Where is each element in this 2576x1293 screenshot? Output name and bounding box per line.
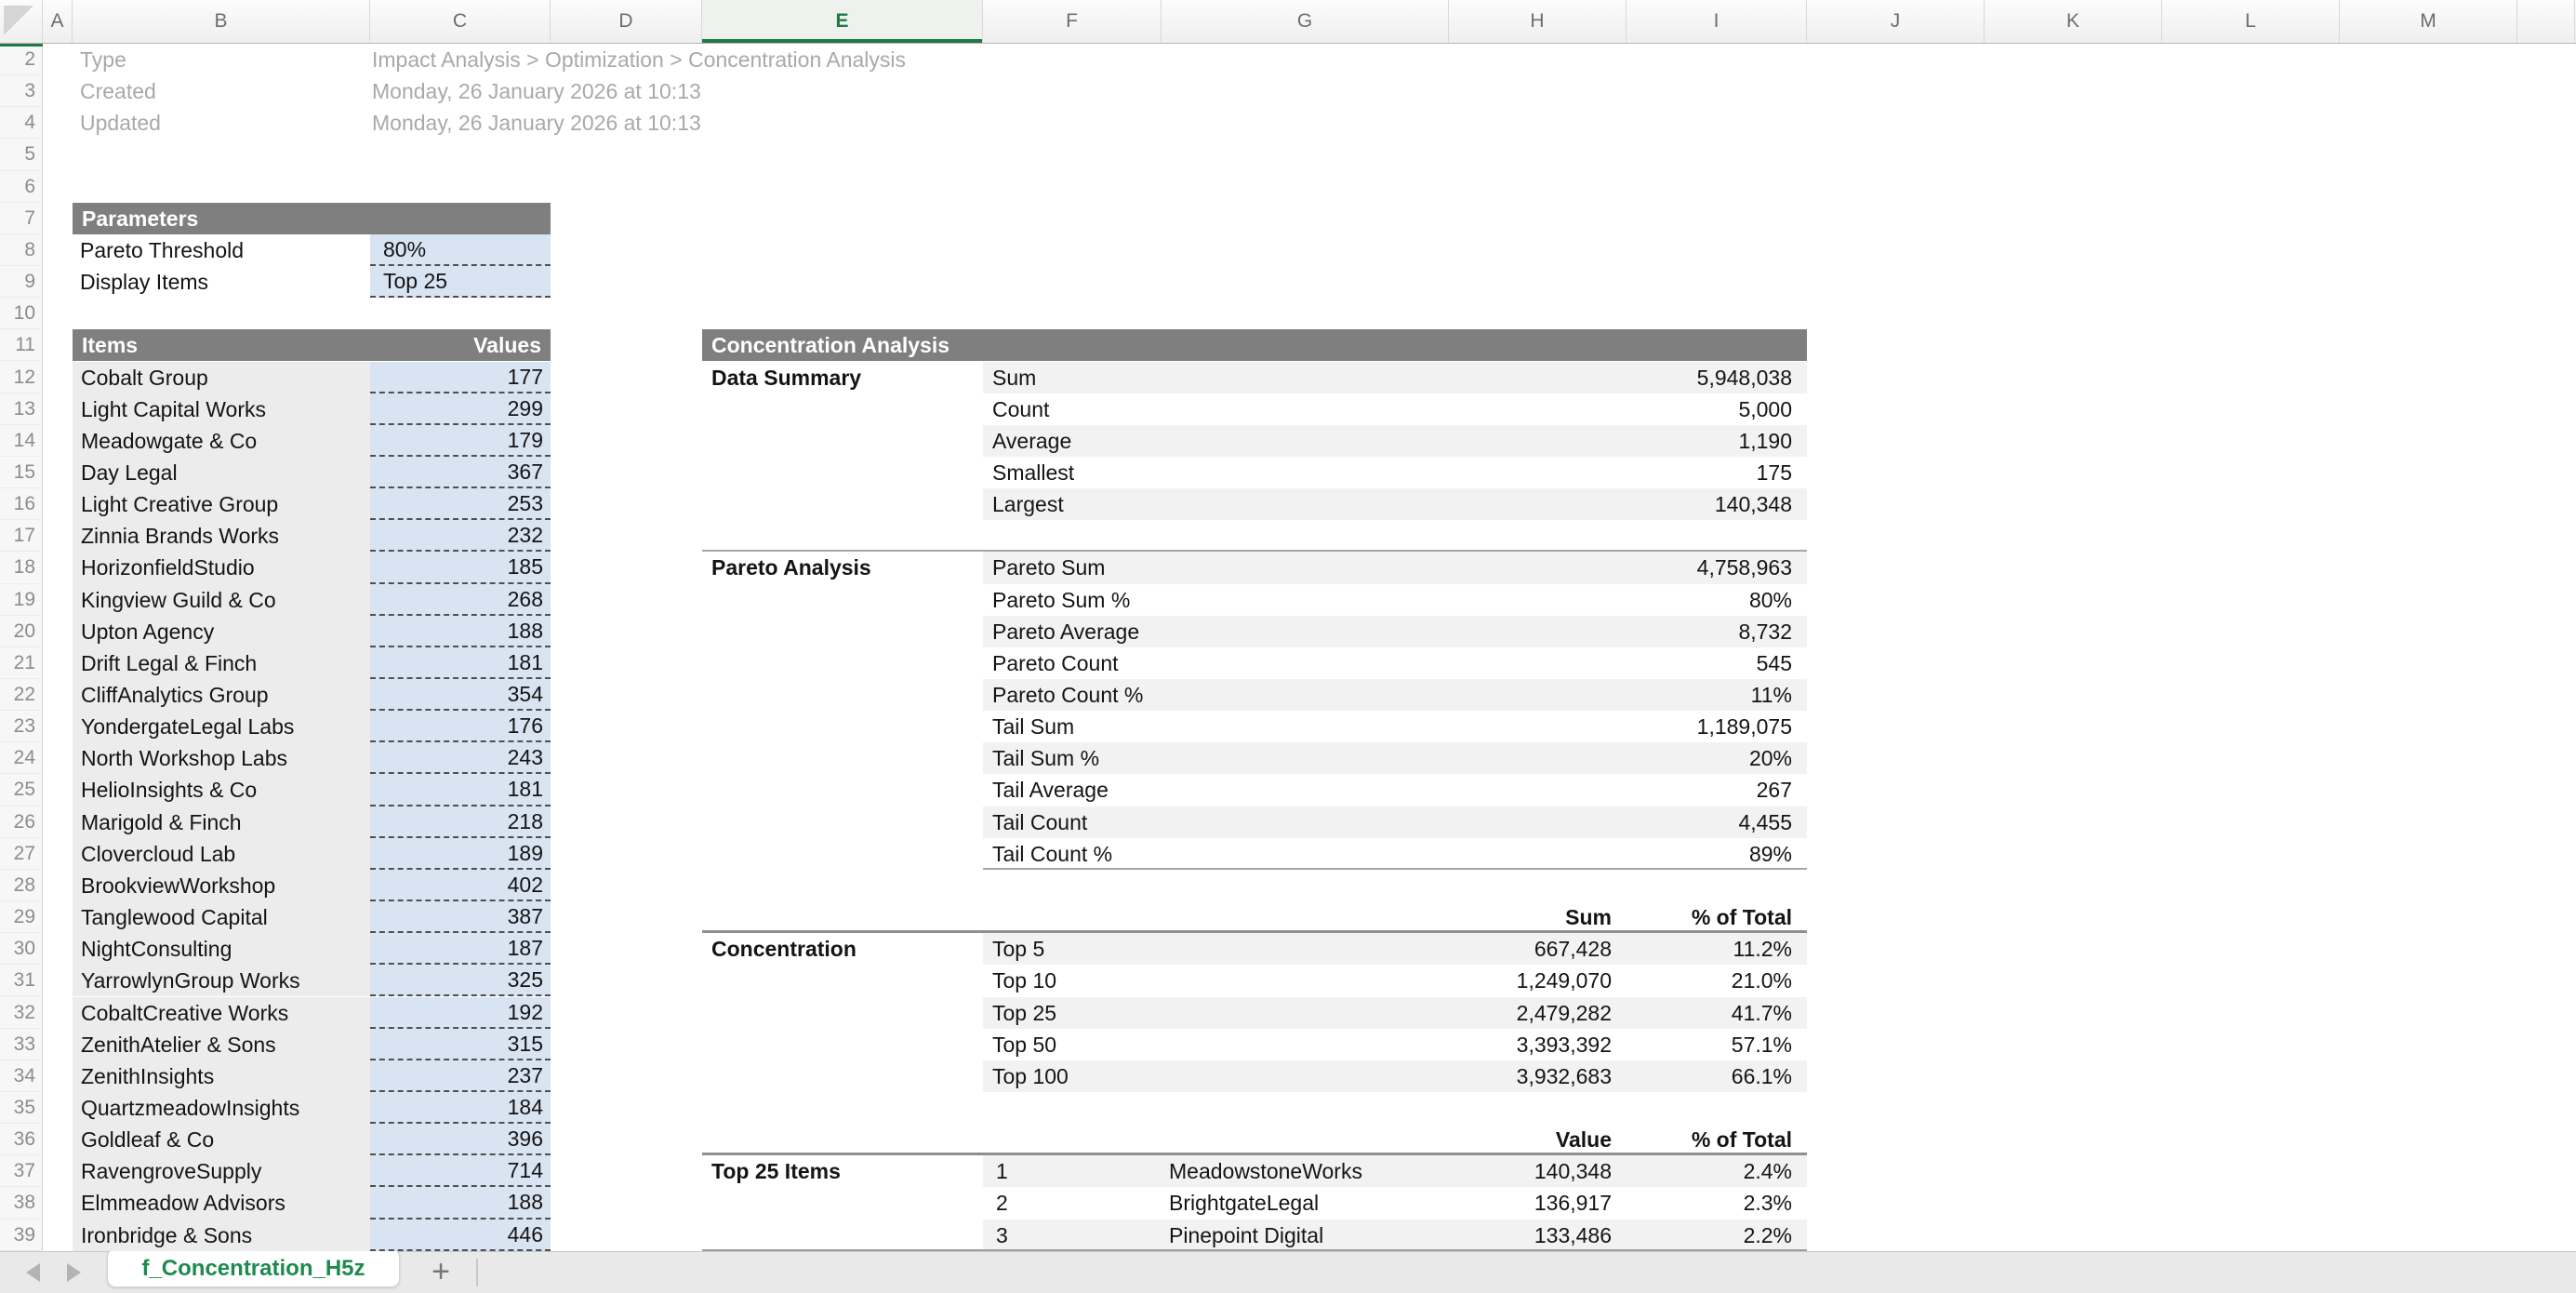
cell-parameter-value[interactable]: Top 25 bbox=[370, 266, 551, 298]
cell-meta-label[interactable]: Updated bbox=[80, 111, 161, 136]
cell-item-name[interactable]: HorizonfieldStudio bbox=[73, 552, 370, 583]
cell-metric-label[interactable]: Tail Count bbox=[992, 809, 1088, 834]
column-header-E[interactable]: E bbox=[702, 0, 983, 43]
row-header-27[interactable]: 27 bbox=[0, 838, 43, 870]
cell-metric-label[interactable]: Largest bbox=[992, 492, 1064, 517]
cell-value[interactable]: 2.3% bbox=[1743, 1191, 1792, 1216]
cell-metric-label[interactable]: Pareto Count bbox=[992, 650, 1119, 675]
cell-value[interactable]: 89% bbox=[1748, 841, 1792, 866]
cell-metric-label[interactable]: Top 50 bbox=[992, 1032, 1057, 1057]
row-header-30[interactable]: 30 bbox=[0, 933, 43, 965]
section-divider bbox=[702, 550, 1807, 552]
column-header-stub bbox=[2517, 0, 2575, 43]
cell-metric-label[interactable]: Pareto Sum bbox=[992, 555, 1106, 580]
cell-item-value[interactable]: 243 bbox=[370, 742, 551, 774]
items-header-label: Items bbox=[82, 333, 139, 358]
cell-item-name[interactable]: NightConsulting bbox=[73, 933, 370, 965]
cell-item-value[interactable]: 176 bbox=[370, 711, 551, 742]
row-header-18[interactable]: 18 bbox=[0, 552, 43, 583]
cell-item-name[interactable]: Meadowgate & Co bbox=[73, 425, 370, 457]
row-header-21[interactable]: 21 bbox=[0, 647, 43, 679]
cell-meta-value[interactable]: Impact Analysis > Optimization > Concentration Analysis bbox=[372, 47, 907, 72]
row-header-32[interactable]: 32 bbox=[0, 997, 43, 1029]
cell-section-label[interactable]: Concentration bbox=[711, 937, 856, 962]
cell-item-name[interactable]: Day Legal bbox=[73, 457, 370, 488]
cell-metric-label[interactable]: Top 25 bbox=[992, 1000, 1057, 1025]
cell-metric-label[interactable]: Tail Count % bbox=[992, 841, 1113, 866]
cell-item-value[interactable]: 396 bbox=[370, 1124, 551, 1155]
column-header-F[interactable]: F bbox=[983, 0, 1162, 43]
row-header-17[interactable]: 17 bbox=[0, 520, 43, 552]
cell-item-name[interactable]: Light Capital Works bbox=[73, 393, 370, 425]
add-sheet-button[interactable]: + bbox=[432, 1254, 450, 1289]
cell-value[interactable]: 41.7% bbox=[1731, 1000, 1792, 1025]
cell-item-name[interactable]: RavengroveSupply bbox=[73, 1155, 370, 1187]
cell-item-value[interactable]: 402 bbox=[370, 870, 551, 901]
column-header-G[interactable]: G bbox=[1162, 0, 1449, 43]
cell-metric-label[interactable]: Tail Sum bbox=[992, 714, 1075, 740]
cell-value[interactable]: 2.4% bbox=[1743, 1159, 1792, 1184]
cell-item-name[interactable]: YondergateLegal Labs bbox=[73, 711, 370, 742]
row-header-14[interactable]: 14 bbox=[0, 425, 43, 457]
cell-value[interactable]: 1,190 bbox=[1738, 428, 1792, 453]
cell-item-name[interactable]: CobaltCreative Works bbox=[73, 997, 370, 1029]
cell-value[interactable]: Sum bbox=[1565, 905, 1612, 930]
column-header-row bbox=[0, 0, 2576, 44]
cell-item-name[interactable]: Drift Legal & Finch bbox=[73, 647, 370, 679]
cell-value[interactable]: 8,732 bbox=[1738, 619, 1792, 644]
cell-value[interactable]: 66.1% bbox=[1731, 1063, 1792, 1088]
cell-value[interactable]: 2,479,282 bbox=[1516, 1000, 1612, 1025]
cell-item-name[interactable]: ZenithInsights bbox=[73, 1060, 370, 1092]
cell-parameter-label[interactable]: Pareto Threshold bbox=[80, 237, 245, 262]
cell-item-value[interactable]: 181 bbox=[370, 774, 551, 806]
column-header-K[interactable]: K bbox=[1985, 0, 2162, 43]
column-header-B[interactable]: B bbox=[73, 0, 370, 43]
cell-value[interactable]: 11% bbox=[1750, 683, 1792, 707]
row-header-20[interactable]: 20 bbox=[0, 616, 43, 647]
cell-value[interactable]: 545 bbox=[1756, 650, 1792, 675]
cell-item-value[interactable]: 179 bbox=[370, 425, 551, 457]
column-header-D[interactable]: D bbox=[551, 0, 702, 43]
column-header-A[interactable]: A bbox=[43, 0, 73, 43]
cell-item-name[interactable]: Clovercloud Lab bbox=[73, 838, 370, 870]
cell-meta-value[interactable]: Monday, 26 January 2026 at 10:13 bbox=[372, 111, 701, 136]
cell-item-name[interactable]: BrookviewWorkshop bbox=[73, 870, 370, 901]
select-all-corner[interactable] bbox=[0, 0, 43, 43]
cell-metric-label[interactable]: Average bbox=[992, 428, 1072, 453]
cell-value[interactable]: Value bbox=[1555, 1127, 1612, 1153]
cell-value[interactable]: 140,348 bbox=[1714, 492, 1792, 517]
row-header-33[interactable]: 33 bbox=[0, 1029, 43, 1060]
analysis-title-bar: Concentration Analysis bbox=[702, 329, 1807, 361]
cell-item-name[interactable]: Goldleaf & Co bbox=[73, 1124, 370, 1155]
cell-value[interactable]: 140,348 bbox=[1534, 1159, 1612, 1184]
row-header-13[interactable]: 13 bbox=[0, 393, 43, 425]
cell-value[interactable]: 80% bbox=[1748, 587, 1792, 612]
cell-item-value[interactable]: 192 bbox=[370, 997, 551, 1029]
cell-value[interactable]: 57.1% bbox=[1731, 1032, 1792, 1057]
cell-value[interactable]: 667,428 bbox=[1534, 937, 1612, 962]
row-header-35[interactable]: 35 bbox=[0, 1092, 43, 1124]
row-header-26[interactable]: 26 bbox=[0, 806, 43, 838]
cell-item-value[interactable]: 188 bbox=[370, 1187, 551, 1219]
cell-item-value[interactable]: 218 bbox=[370, 806, 551, 838]
cell-value[interactable]: % of Total bbox=[1691, 1127, 1792, 1153]
column-header-H[interactable]: H bbox=[1449, 0, 1627, 43]
column-header-L[interactable]: L bbox=[2162, 0, 2340, 43]
row-header-12[interactable]: 12 bbox=[0, 362, 43, 393]
row-header-23[interactable]: 23 bbox=[0, 711, 43, 742]
cell-item-value[interactable]: 188 bbox=[370, 616, 551, 647]
cell-value[interactable]: % of Total bbox=[1691, 905, 1792, 930]
cell-metric-label[interactable]: Tail Sum % bbox=[992, 746, 1100, 771]
cell-item-value[interactable]: 253 bbox=[370, 488, 551, 520]
row-header-24[interactable]: 24 bbox=[0, 742, 43, 774]
cell-item-name[interactable]: HelioInsights & Co bbox=[73, 774, 370, 806]
cell-item-name[interactable]: Cobalt Group bbox=[73, 362, 370, 393]
cell-value[interactable]: 1,189,075 bbox=[1696, 714, 1792, 740]
next-sheet-arrow-icon[interactable] bbox=[67, 1263, 81, 1282]
row-header-31[interactable]: 31 bbox=[0, 965, 43, 996]
row-header-16[interactable]: 16 bbox=[0, 488, 43, 520]
cell-value[interactable]: 3,393,392 bbox=[1516, 1032, 1612, 1057]
cell-rank[interactable]: 1 bbox=[996, 1159, 1008, 1184]
row-header-29[interactable]: 29 bbox=[0, 901, 43, 933]
cell-value[interactable]: 4,758,963 bbox=[1696, 555, 1792, 580]
cell-item-value[interactable]: 299 bbox=[370, 393, 551, 425]
cell-item-name[interactable]: ZenithAtelier & Sons bbox=[73, 1029, 370, 1060]
cell-metric-label[interactable]: Count bbox=[992, 396, 1050, 421]
cell-item-value[interactable]: 185 bbox=[370, 552, 551, 583]
row-header-6[interactable]: 6 bbox=[0, 171, 43, 203]
cell-item-value[interactable]: 181 bbox=[370, 647, 551, 679]
cell-item-name[interactable]: Ironbridge & Sons bbox=[73, 1220, 370, 1251]
cell-section-label[interactable]: Top 25 Items bbox=[711, 1159, 841, 1184]
cell-item-value[interactable]: 446 bbox=[370, 1220, 551, 1251]
row-header-28[interactable]: 28 bbox=[0, 870, 43, 901]
cell-item-value[interactable]: 387 bbox=[370, 901, 551, 933]
row-header-38[interactable]: 38 bbox=[0, 1187, 43, 1219]
values-header-label: Values bbox=[473, 333, 541, 358]
cell-section-label[interactable]: Pareto Analysis bbox=[711, 555, 871, 580]
cell-item-value[interactable]: 189 bbox=[370, 838, 551, 870]
cell-section-label[interactable]: Data Summary bbox=[711, 365, 862, 390]
tab-bar-divider bbox=[476, 1259, 478, 1286]
prev-sheet-arrow-icon[interactable] bbox=[26, 1263, 40, 1282]
cell-value[interactable]: 2.2% bbox=[1743, 1222, 1792, 1247]
cell-metric-label[interactable]: Pareto Sum % bbox=[992, 587, 1131, 612]
row-header-19[interactable]: 19 bbox=[0, 584, 43, 616]
cell-rank[interactable]: 2 bbox=[996, 1191, 1008, 1216]
items-header-bar bbox=[73, 329, 551, 361]
cell-parameter-value[interactable]: 80% bbox=[370, 234, 551, 266]
cell-meta-label[interactable]: Created bbox=[80, 79, 156, 104]
cell-value[interactable]: 5,000 bbox=[1738, 396, 1792, 421]
row-header-36[interactable]: 36 bbox=[0, 1124, 43, 1155]
row-header-15[interactable]: 15 bbox=[0, 457, 43, 488]
cell-value[interactable]: 3,932,683 bbox=[1516, 1063, 1612, 1088]
cell-value[interactable]: 5,948,038 bbox=[1696, 365, 1792, 390]
row-header-7[interactable]: 7 bbox=[0, 203, 43, 234]
cell-value[interactable]: 20% bbox=[1748, 746, 1792, 771]
cell-value[interactable]: 267 bbox=[1756, 778, 1792, 803]
select-all-triangle-icon bbox=[4, 6, 33, 35]
cell-item-value[interactable]: 714 bbox=[370, 1155, 551, 1187]
cell-item-name[interactable]: Upton Agency bbox=[73, 616, 370, 647]
cell-metric-label[interactable]: Sum bbox=[992, 365, 1037, 390]
cell-value[interactable]: 11.2% bbox=[1733, 937, 1792, 962]
cell-metric-label[interactable]: Smallest bbox=[992, 460, 1075, 485]
cell-item-value[interactable]: 237 bbox=[370, 1060, 551, 1092]
cell-item-value[interactable]: 268 bbox=[370, 584, 551, 616]
cell-metric-label[interactable]: Pareto Count % bbox=[992, 683, 1144, 707]
sheet-tab-bar bbox=[0, 1251, 2576, 1293]
cell-item-name[interactable]: Marigold & Finch bbox=[73, 806, 370, 838]
cell-meta-label[interactable]: Type bbox=[80, 47, 126, 72]
cell-item-value[interactable]: 315 bbox=[370, 1029, 551, 1060]
section-divider bbox=[702, 1249, 1807, 1251]
cell-item-name[interactable]: Zinnia Brands Works bbox=[73, 520, 370, 552]
cell-value[interactable]: 133,486 bbox=[1534, 1222, 1612, 1247]
cell-item-name[interactable]: Kingview Guild & Co bbox=[73, 584, 370, 616]
column-header-J[interactable]: J bbox=[1807, 0, 1985, 43]
row-header-11[interactable]: 11 bbox=[0, 329, 43, 361]
row-header-10[interactable]: 10 bbox=[0, 298, 43, 329]
cell-item-value[interactable]: 187 bbox=[370, 933, 551, 965]
section-divider bbox=[983, 868, 1807, 870]
cell-item-name[interactable]: North Workshop Labs bbox=[73, 742, 370, 774]
sheet-tab[interactable]: f_Concentration_H5z bbox=[107, 1248, 400, 1287]
cell-item-value[interactable]: 367 bbox=[370, 457, 551, 488]
row-header-8[interactable]: 8 bbox=[0, 234, 43, 266]
cell-top-item-name[interactable]: BrightgateLegal bbox=[1169, 1191, 1320, 1216]
cell-item-name[interactable]: CliffAnalytics Group bbox=[73, 679, 370, 711]
cell-item-value[interactable]: 325 bbox=[370, 965, 551, 996]
cell-item-value[interactable]: 232 bbox=[370, 520, 551, 552]
row-header-2[interactable]: 2 bbox=[0, 44, 43, 75]
row-header-37[interactable]: 37 bbox=[0, 1155, 43, 1187]
parameters-section-bar: Parameters bbox=[73, 203, 551, 234]
cell-item-value[interactable]: 177 bbox=[370, 362, 551, 393]
column-header-C[interactable]: C bbox=[370, 0, 551, 43]
cell-item-value[interactable]: 184 bbox=[370, 1092, 551, 1124]
cell-value[interactable]: 21.0% bbox=[1731, 968, 1792, 993]
row-header-22[interactable]: 22 bbox=[0, 679, 43, 711]
cell-value[interactable]: 136,917 bbox=[1534, 1191, 1612, 1216]
cell-metric-label[interactable]: Top 5 bbox=[992, 937, 1045, 962]
cell-parameter-label[interactable]: Display Items bbox=[80, 270, 209, 295]
cell-meta-value[interactable]: Monday, 26 January 2026 at 10:13 bbox=[372, 79, 701, 104]
cell-value[interactable]: 175 bbox=[1756, 460, 1792, 485]
cell-item-name[interactable]: QuartzmeadowInsights bbox=[73, 1092, 370, 1124]
cell-metric-label[interactable]: Pareto Average bbox=[992, 619, 1140, 644]
row-header-34[interactable]: 34 bbox=[0, 1060, 43, 1092]
cell-metric-label[interactable]: Top 100 bbox=[992, 1063, 1069, 1088]
cell-metric-label[interactable]: Top 10 bbox=[992, 968, 1057, 993]
row-header-25[interactable]: 25 bbox=[0, 774, 43, 806]
cell-metric-label[interactable]: Tail Average bbox=[992, 778, 1109, 803]
cell-item-name[interactable]: YarrowlynGroup Works bbox=[73, 965, 370, 996]
row-header-9[interactable]: 9 bbox=[0, 266, 43, 298]
row-header-3[interactable]: 3 bbox=[0, 75, 43, 107]
cell-item-name[interactable]: Light Creative Group bbox=[73, 488, 370, 520]
cell-top-item-name[interactable]: Pinepoint Digital bbox=[1169, 1222, 1324, 1247]
cell-item-name[interactable]: Elmmeadow Advisors bbox=[73, 1187, 370, 1219]
column-header-M[interactable]: M bbox=[2340, 0, 2517, 43]
row-header-4[interactable]: 4 bbox=[0, 107, 43, 139]
cell-item-name[interactable]: Tanglewood Capital bbox=[73, 901, 370, 933]
cell-top-item-name[interactable]: MeadowstoneWorks bbox=[1169, 1159, 1362, 1184]
cell-rank[interactable]: 3 bbox=[996, 1222, 1008, 1247]
cell-item-value[interactable]: 354 bbox=[370, 679, 551, 711]
row-header-5[interactable]: 5 bbox=[0, 139, 43, 170]
cell-value[interactable]: 1,249,070 bbox=[1516, 968, 1612, 993]
cell-value[interactable]: 4,455 bbox=[1738, 809, 1792, 834]
column-header-I[interactable]: I bbox=[1627, 0, 1807, 43]
row-header-39[interactable]: 39 bbox=[0, 1220, 43, 1251]
